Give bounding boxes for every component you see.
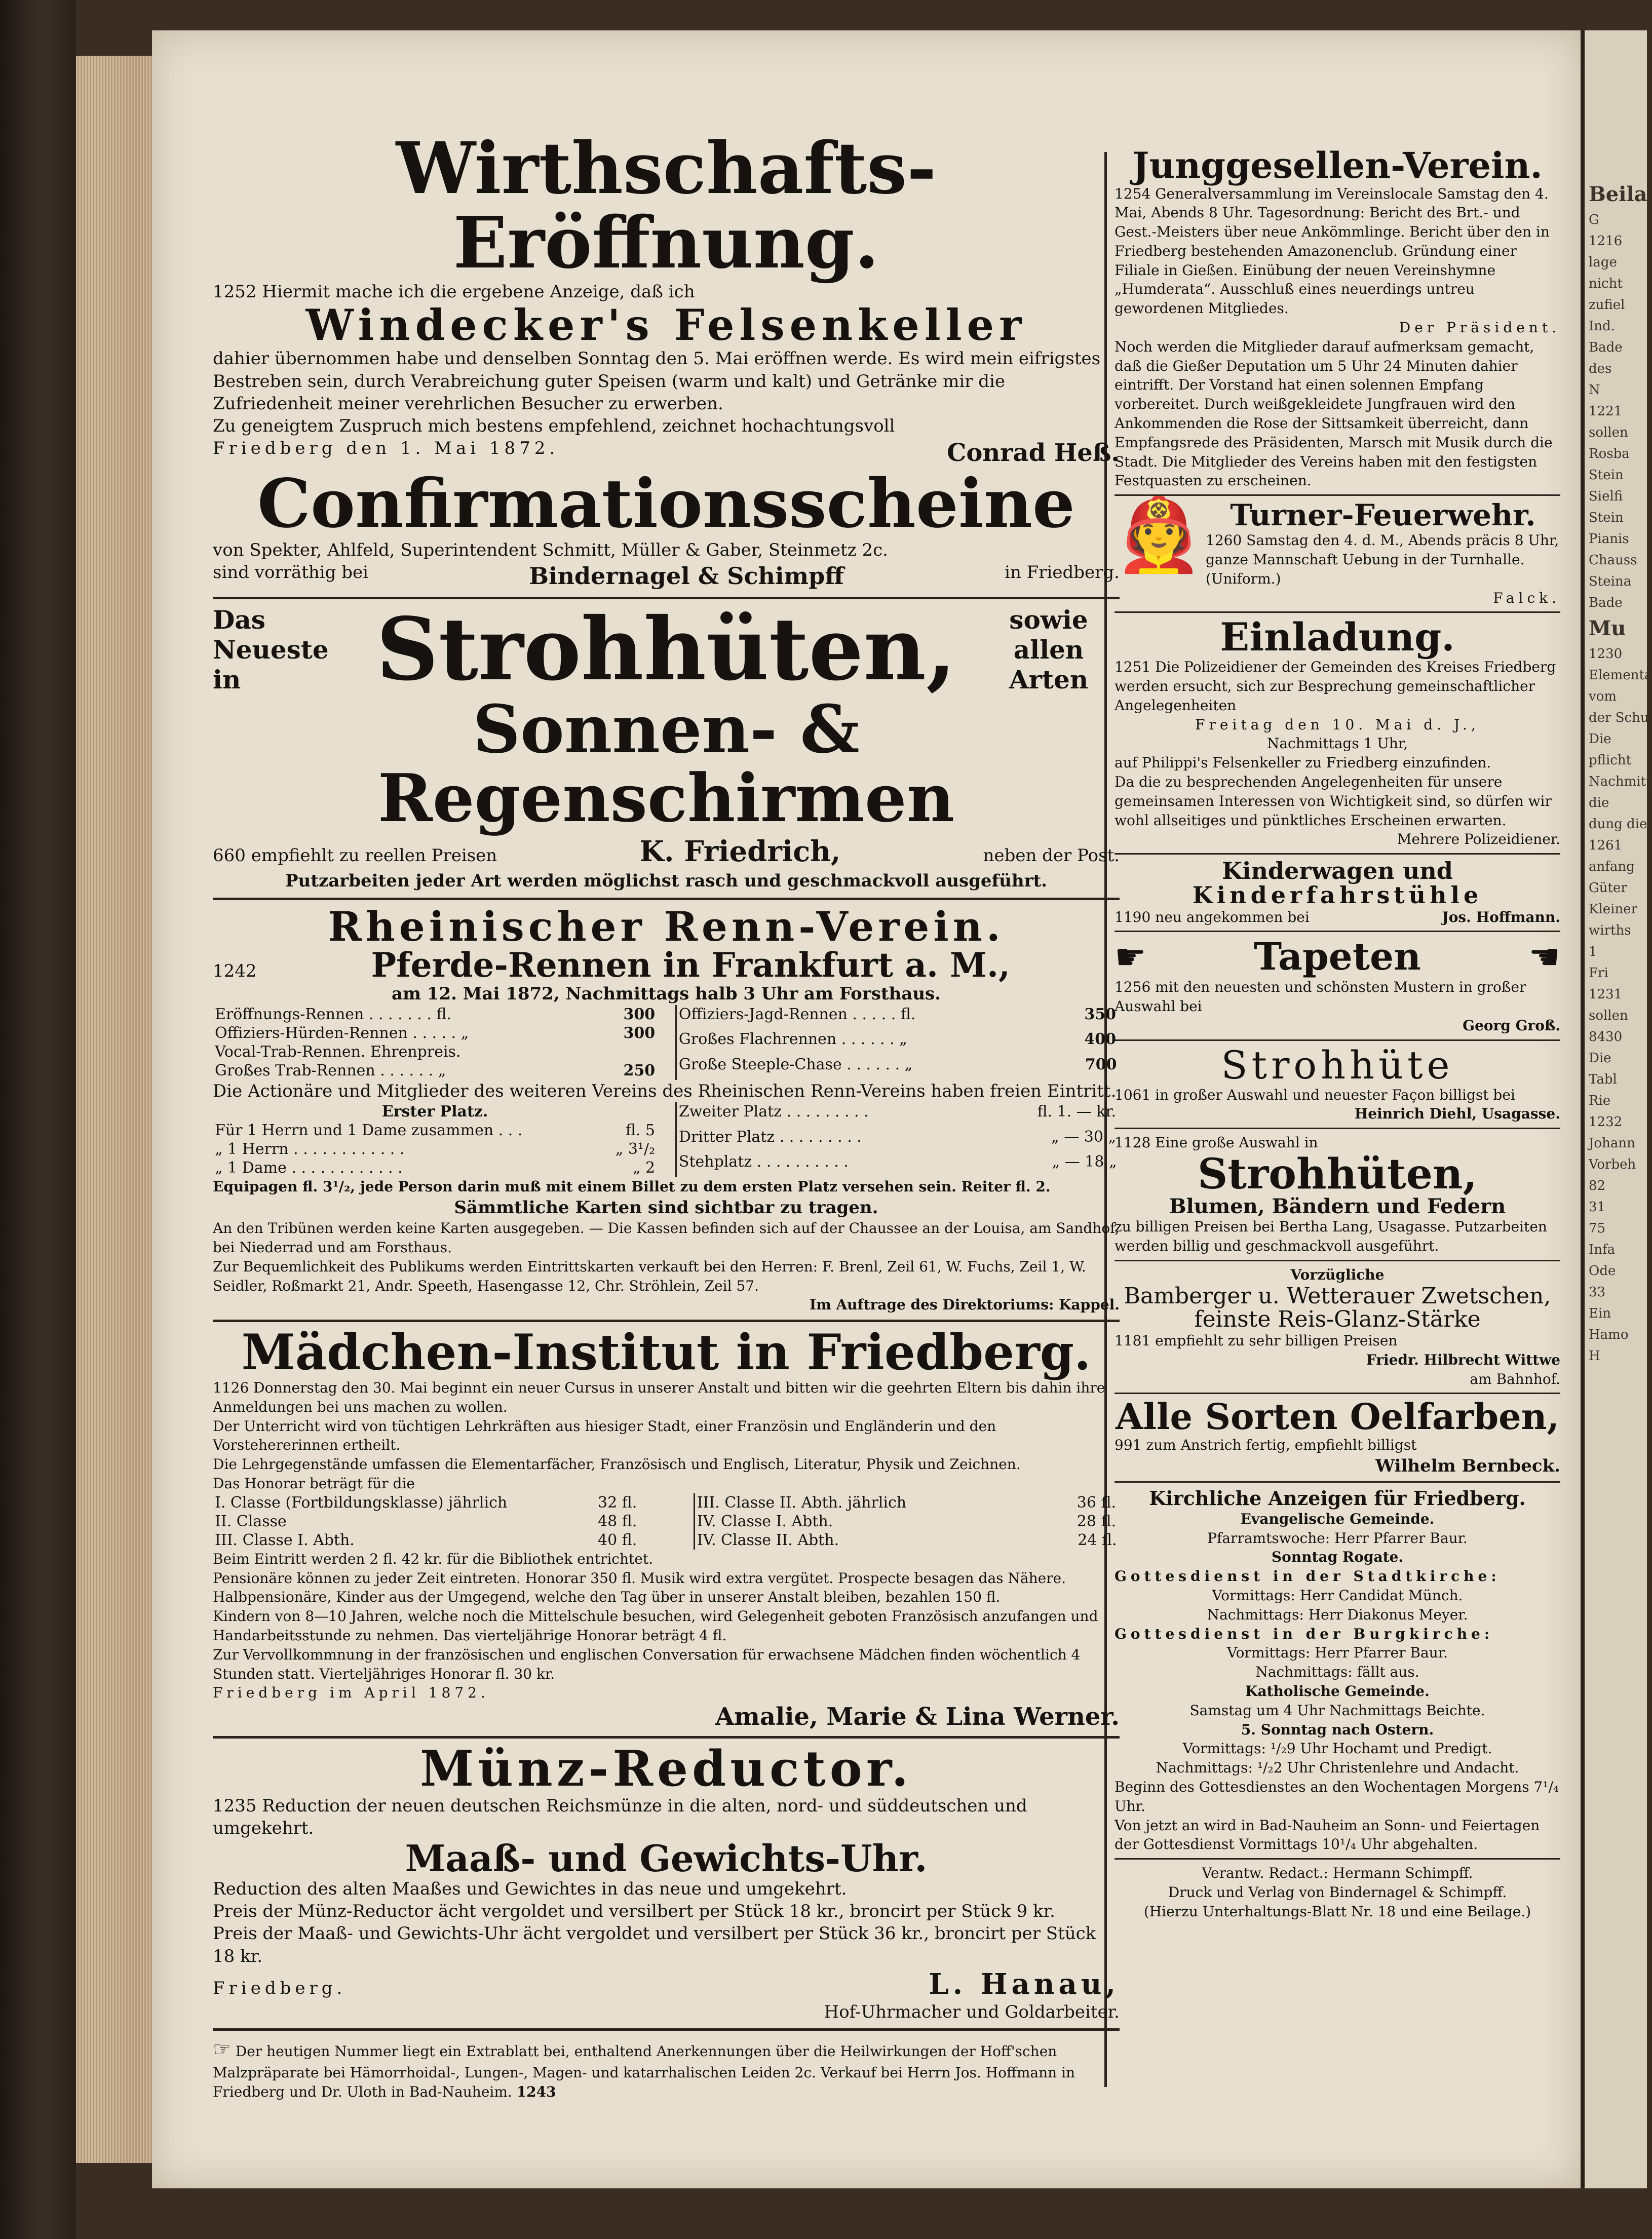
rule [1115, 931, 1560, 932]
lang-p2: zu billigen Preisen bei Bertha Lang, Usagasse. Putzarbeiten werden billig und geschmackvoll ausgeführt. [1115, 1218, 1547, 1254]
race-right-val: 700 [1085, 1055, 1117, 1073]
rennen-equip: Equipagen fl. 3¹/₂, jede Person darin muß mit einem Billet zu dem ersten Platz versehen sein. Reiter fl. 2. [213, 1178, 1051, 1195]
strip-text: lage [1589, 255, 1617, 270]
oel-ad [1115, 1398, 1560, 1477]
strip-text: Rosba [1589, 446, 1630, 461]
confirm-line2b: in Friedberg. [1005, 562, 1120, 583]
strip-text: Fri [1589, 966, 1608, 981]
confirm-line1: von Spekter, Ahlfeld, Superintendent Schmitt, Müller & Gaber, Steinmetz 2c. [213, 540, 888, 561]
price-val: „ 3¹/₂ [615, 1140, 656, 1159]
strip-text: die [1589, 795, 1609, 810]
lang-big: Strohhüten, [1197, 1150, 1478, 1199]
strip-text: vom [1589, 689, 1617, 704]
strip-text: Bade [1589, 595, 1623, 610]
wirth-closing: Zu geneigtem Zuspruch mich bestens empfehlend, zeichnet hochachtungsvoll [213, 415, 895, 436]
next-page-strip [1581, 30, 1652, 2188]
footer-left [213, 2036, 1120, 2102]
stroh-num: 660 [213, 845, 246, 866]
strip-text: zufiel [1589, 297, 1625, 313]
muenz-p2: Reduction des alten Maaßes und Gewichtes in das neue und umgekehrt. [213, 1878, 847, 1899]
strip-text: N [1589, 382, 1600, 398]
stroh-left: Das Neueste in [213, 604, 329, 694]
einladung-p2: Da die zu besprechenden Angelegenheiten für unsere gemeinsamen Interessen von Wichtigkeit sind, so dürfen wir wohl allseitiges und pünktliches Erscheinen erwarten. [1115, 773, 1552, 829]
oel-sign: Wilhelm Bernbeck. [1375, 1455, 1560, 1476]
wirth-num: 1252 [213, 282, 257, 302]
price-name: „ 1 Dame . . . . . . . . . . . . [215, 1159, 403, 1177]
tapeten-ad [1115, 936, 1560, 1035]
strip-text: Ind. [1589, 319, 1615, 334]
kirche-line: Vormittags: ¹/₂9 Uhr Hochamt und Predigt. [1182, 1740, 1492, 1757]
rule [1115, 1393, 1560, 1394]
strip-text: 1221 [1589, 404, 1623, 419]
strip-text: Beila [1589, 182, 1647, 206]
strip-text: 33 [1589, 1285, 1606, 1300]
rule [213, 2028, 1120, 2031]
jung-title: Junggesellen-Verein. [1132, 144, 1543, 186]
strohhuete-title: Strohhüte [1221, 1042, 1454, 1088]
kinder-sign: Jos. Hoffmann. [1442, 908, 1560, 925]
strip-text: Ein [1589, 1306, 1611, 1321]
zwetschen-sign2: am Bahnhof. [1470, 1370, 1560, 1387]
stroh-big2: Sonnen- & Regenschirmen [377, 690, 955, 837]
maedchen-place: Friedberg im April 1872. [213, 1684, 489, 1702]
wirth-body: dahier übernommen habe und denselben Sonntag den 5. Mai eröffnen werde. Es wird mein eifrigstes Bestreben sein, durch Verabreichung guter Speisen (warm und kalt) und Getränke mir die Zufriedenheit meiner verehrlichen Besucher zu erwerben. [213, 349, 1101, 414]
strip-text: 1232 [1589, 1114, 1623, 1130]
muenz-p1: 1235 Reduction der neuen deutschen Reichsmünze in die alten, nord- und süddeutschen und umgekehrt. [213, 1795, 1027, 1839]
einladung-ad [1115, 614, 1560, 849]
firefighter-icon: 🧑‍🚒 [1115, 494, 1203, 577]
race-right-name: Großes Flachrennen . . . . . . „ [678, 1030, 907, 1049]
strip-text: Infa [1589, 1242, 1616, 1257]
stroh-sign: K. Friedrich, [639, 834, 841, 868]
zwetschen-sign: Friedr. Hilbrecht Wittwe [1366, 1351, 1560, 1368]
fee-val: 24 fl. [1078, 1531, 1117, 1549]
kirche-line: Pfarramtswoche: Herr Pfarrer Baur. [1207, 1529, 1468, 1547]
strip-text: 1231 [1589, 987, 1623, 1002]
strip-text: 31 [1589, 1200, 1606, 1215]
price-name: Für 1 Herrn und 1 Dame zusammen . . . [215, 1122, 523, 1140]
strip-text: Kleiner [1589, 902, 1638, 917]
price-val: fl. 5 [625, 1122, 656, 1140]
rennen-auftrag: Im Auftrage des Direktoriums: Kappel. [809, 1296, 1120, 1314]
strip-text: 1216 [1589, 234, 1623, 249]
strip-text: Johann [1589, 1136, 1635, 1151]
strip-text: Ode [1589, 1263, 1616, 1279]
tapeten-p: 1256 mit den neuesten und schönsten Mustern in großer Auswahl bei [1115, 979, 1526, 1015]
stroh-ad [213, 599, 1120, 892]
strip-text: anfang [1589, 859, 1635, 874]
rule [1115, 611, 1560, 613]
price-val: „ — 30 „ [1051, 1128, 1116, 1146]
kirche-line: Vormittags: Herr Candidat Münch. [1212, 1587, 1463, 1604]
zwetschen-pre: Vorzügliche [1290, 1266, 1385, 1283]
race-left-val: 250 [623, 1062, 656, 1080]
rule [213, 1320, 1120, 1322]
maedchen-title: Mädchen-Institut in Friedberg. [241, 1324, 1091, 1381]
race-right-name: Große Steeple-Chase . . . . . . „ [678, 1055, 913, 1073]
wirth-title: Wirthschafts-Eröffnung. [396, 127, 937, 285]
races-table [213, 1005, 1120, 1080]
rule [1115, 1128, 1560, 1129]
price-name: „ 1 Herrn . . . . . . . . . . . . [215, 1140, 405, 1159]
muenz-p4: Preis der Maaß- und Gewichts-Uhr ächt vergoldet und versilbert per Stück 36 kr., broncirt per Stück 18 kr. [213, 1923, 1096, 1966]
kirche-line: Gottesdienst in der Stadtkirche: [1115, 1568, 1501, 1585]
stroh-right: sowie allen Arten [1009, 604, 1089, 694]
confirm-ad [213, 464, 1120, 592]
lang-sub: Blumen, Bändern und Federn [1169, 1194, 1506, 1219]
strip-text: 75 [1589, 1221, 1606, 1236]
fee-val: 32 fl. [598, 1493, 637, 1512]
strip-text: Nachmitt [1589, 774, 1651, 789]
wirth-ad [213, 30, 1120, 469]
stroh-big: Strohhüten, [376, 599, 956, 701]
price-head: Erster Platz. [381, 1103, 488, 1121]
confirm-title: Confirmationsscheine [257, 464, 1075, 543]
stroh-note: Putzarbeiten jeder Art werden möglichst rasch und geschmackvoll ausgeführt. [285, 871, 1048, 892]
price-val: „ — 18 „ [1052, 1152, 1117, 1171]
maedchen-p5: Beim Eintritt werden 2 fl. 42 kr. für die Bibliothek entrichtet. [213, 1550, 653, 1567]
race-right-val: 400 [1084, 1030, 1116, 1049]
rennen-note: Die Actionäre und Mitglieder des weiteren Vereins des Rheinischen Renn-Vereins haben freien Eintritt. [213, 1081, 1117, 1102]
strip-text: Die [1589, 731, 1611, 747]
strip-text: 82 [1589, 1178, 1606, 1193]
turner-title: Turner-Feuerwehr. [1230, 498, 1536, 533]
page-edges [76, 56, 152, 2163]
fee-val: 40 fl. [598, 1531, 637, 1549]
rule [1115, 1858, 1560, 1860]
fee-table [213, 1493, 1120, 1550]
fee-name: I. Classe (Fortbildungsklasse) jährlich [215, 1493, 508, 1512]
fee-val: 28 fl. [1077, 1512, 1116, 1530]
fee-name: IV. Classe I. Abth. [697, 1512, 833, 1530]
jung-sign: Der Präsident. [1399, 319, 1560, 336]
wirth-place: Friedberg den 1. Mai 1872. [213, 438, 559, 459]
kinder-l1: Kinderwagen und [1222, 857, 1453, 885]
rule [1115, 1260, 1560, 1261]
einladung-place: auf Philippi's Felsenkeller zu Friedberg einzufinden. [1115, 754, 1491, 771]
jung-p2: Noch werden die Mitglieder darauf aufmerksam gemacht, daß die Gießer Deputation um 5 Uhr 24 Minuten dahier eintrifft. Der Vorstand hat einen solennen Empfang vorbereitet. Durch weißgekleidete Jungfrauen wird den Ankommenden die Rose der Sittsamkeit überreicht, dann Empfangsrede des Präsidenten, Marsch mit Musik durch die Stadt. Die Mitglieder des Vereins haben mit den festigsten Festquasten zu erscheinen. [1115, 338, 1553, 489]
zwetschen-l2: feinste Reis-Glanz-Stärke [1194, 1306, 1481, 1332]
rennen-title: Rheinischer Renn-Verein. [328, 902, 1005, 950]
zwetschen-l1: Bamberger u. Wetterauer Zwetschen, [1124, 1283, 1551, 1309]
maedchen-p7: Kindern von 8—10 Jahren, welche noch die Mittelschule besuchen, wird Gelegenheit geboten Französisch anzufangen und Handarbeitsstunde zu nehmen. Das vierteljährige Honorar beträgt 4 fl. [213, 1608, 1098, 1644]
strip-text: pflicht [1589, 753, 1632, 768]
kirche-h2: Katholische Gemeinde. [1245, 1682, 1430, 1700]
price-val: fl. 1. — kr. [1037, 1103, 1116, 1121]
muenz-p3: Preis der Münz-Reductor ächt vergoldet und versilbert per Stück 18 kr., broncirt per Stück 9 kr. [213, 1901, 1055, 1922]
oel-p: 991 zum Anstrich fertig, empfiehlt billigst [1115, 1436, 1417, 1453]
pointing-hand-icon: ☞ [213, 2037, 231, 2061]
strip-text: 1230 [1589, 646, 1623, 662]
kirche-title: Kirchliche Anzeigen für Friedberg. [1149, 1486, 1526, 1510]
race-left-name: Eröffnungs-Rennen . . . . . . . fl. [215, 1006, 451, 1024]
rule [1115, 1481, 1560, 1483]
wirth-sign: Conrad Heß. [947, 439, 1120, 468]
strip-text: H [1589, 1348, 1600, 1364]
pointing-hand-icon: ☛ [1115, 936, 1146, 978]
pointing-hand-icon: ☚ [1528, 936, 1560, 978]
rule [1115, 853, 1560, 855]
strip-text: 1 [1589, 944, 1597, 959]
turner-sign: Falck. [1493, 589, 1560, 606]
maedchen-p3: Die Lehrgegenstände umfassen die Elementarfächer, Französisch und Englisch, Literatur, Physik und Zeichnen. [213, 1456, 1021, 1473]
fee-name: II. Classe [215, 1512, 287, 1530]
price-name: Dritter Platz . . . . . . . . . [678, 1128, 862, 1146]
imprint-l3: (Hierzu Unterhaltungs-Blatt Nr. 18 und eine Beilage.) [1143, 1903, 1531, 1920]
rennen-ad [213, 902, 1120, 1315]
imprint-l2: Druck und Verlag von Bindernagel & Schimpff. [1168, 1883, 1507, 1901]
kirche-line: Samstag um 4 Uhr Nachmittags Beichte. [1189, 1702, 1485, 1719]
kirche-line: Beginn des Gottesdienstes an den Wochentagen Morgens 7¹/₄ Uhr. [1115, 1778, 1559, 1815]
strip-text: 1261 [1589, 838, 1623, 853]
turner-p: 1260 Samstag den 4. d. M., Abends präcis 8 Uhr, ganze Mannschaft Uebung in der Turnhalle. (Uniform.) [1206, 532, 1559, 587]
strip-text: wirths [1589, 923, 1631, 938]
kirche-line: Sonntag Rogate. [1271, 1549, 1404, 1566]
rennen-t2: Zur Bequemlichkeit des Publikums werden Eintrittskarten verkauft bei den Herren: F. Brenl, Zeil 61, W. Fuchs, Zeil 1, W. Seidler, Roßmarkt 21, Andr. Speeth, Hasengasse 12, Chr. Ströhlein, Zeil 57. [213, 1258, 1086, 1294]
strip-text: sollen [1589, 1008, 1628, 1023]
price-name: Zweiter Platz . . . . . . . . . [678, 1103, 869, 1121]
strip-text: des [1589, 361, 1612, 376]
rule [213, 1736, 1120, 1739]
kirche-line: 5. Sonntag nach Ostern. [1241, 1721, 1434, 1738]
strip-text: nicht [1589, 276, 1623, 291]
wirth-name: Windecker's Felsenkeller [305, 300, 1027, 351]
strip-text: 8430 [1589, 1029, 1623, 1045]
strip-text: sollen [1589, 425, 1628, 440]
fee-name: III. Classe II. Abth. jährlich [697, 1493, 907, 1512]
jung-p1: 1254 Generalversammlung im Vereinslocale Samstag den 4. Mai, Abends 8 Uhr. Tagesordnung: Bericht des Brt.- und Gest.-Meisters über neue Ankömmlinge. Bericht über den in Friedberg bestehenden Amazonenclub. Gründung einer Filiale in Gießen. Einübung der neuen Vereinshymne „Humderata“. Ausschluß eines neuerdings untreu gewordenen Mitgliedes. [1115, 185, 1550, 317]
maedchen-sign: Amalie, Marie & Lina Werner. [715, 1703, 1120, 1731]
maedchen-p1: 1126 Donnerstag den 30. Mai beginnt ein neuer Cursus in unserer Anstalt und bitten wir die geehrten Eltern bis dahin ihre Anmeldungen bei uns machen zu wollen. [213, 1379, 1105, 1415]
oel-title: Alle Sorten Oelfarben, [1116, 1396, 1559, 1438]
strip-text: Elementa [1589, 668, 1652, 683]
lang-ad [1115, 1133, 1560, 1255]
kinder-l2: Kinderfahrstühle [1192, 881, 1483, 909]
muenz-ad [213, 1740, 1120, 2023]
strohhuete-sign: Heinrich Diehl, Usagasse. [1354, 1105, 1560, 1123]
strip-text: Mu [1589, 616, 1626, 640]
strip-text: Stein [1589, 510, 1624, 525]
maedchen-p4: Das Honorar beträgt für die [213, 1475, 415, 1492]
price-name: Stehplatz . . . . . . . . . . [678, 1152, 849, 1171]
newspaper-page [152, 30, 1581, 2188]
confirm-firm: Bindernagel & Schimpff [529, 562, 844, 590]
right-column [1115, 30, 1560, 1921]
strip-text: G [1589, 212, 1599, 227]
kirche-line: Von jetzt an wird in Bad-Nauheim an Sonn- und Feiertagen der Gottesdienst Vormittags 10¹/₄ Uhr abgehalten. [1115, 1817, 1540, 1853]
muenz-sign: L. Hanau, [929, 1967, 1120, 2001]
fee-val: 36 fl. [1077, 1493, 1116, 1512]
imprint-l1: Verantw. Redact.: Hermann Schimpff. [1202, 1865, 1473, 1882]
confirm-line2a: sind vorräthig bei [213, 562, 369, 583]
rennen-karten: Sämmtliche Karten sind sichtbar zu tragen. [454, 1198, 878, 1218]
footer-num: 1243 [516, 2083, 556, 2100]
strip-text: der Schu [1589, 710, 1649, 725]
zwetschen-ad [1115, 1265, 1560, 1389]
strohhuete-ad [1115, 1042, 1560, 1124]
einladung-time: Nachmittags 1 Uhr, [1266, 735, 1408, 752]
strip-text: Stein [1589, 468, 1624, 483]
strip-text: Sielfi [1589, 489, 1623, 504]
strip-text: Güter [1589, 880, 1627, 896]
maedchen-p6: Pensionäre können zu jeder Zeit eintreten. Honorar 350 fl. Musik wird extra vergütet. Prospecte besagen das Nähere. Halbpensionäre, Kinder aus der Umgegend, welche den Tag über in unserer Anstalt bleiben, bezahlen 150 fl. [213, 1569, 1066, 1606]
turner-ad [1115, 494, 1560, 607]
kirche-line: Nachmittags: ¹/₂2 Uhr Christenlehre und Andacht. [1156, 1759, 1519, 1777]
rennen-num: 1242 [213, 960, 257, 981]
kinder-ad [1115, 859, 1560, 927]
kinder-text: neu angekommen bei [1155, 908, 1310, 925]
book-binding [0, 0, 76, 2239]
wirth-intro: Hiermit mache ich die ergebene Anzeige, daß ich [262, 282, 695, 302]
kirche-line: Nachmittags: Herr Diakonus Meyer. [1207, 1606, 1468, 1623]
kinder-num: 1190 [1115, 908, 1151, 925]
price-table [213, 1102, 1120, 1177]
race-right-val: 350 [1084, 1006, 1116, 1024]
lang-p1: 1128 Eine große Auswahl in [1115, 1134, 1318, 1151]
muenz-sub: Maaß- und Gewichts-Uhr. [405, 1837, 928, 1880]
muenz-title: Münz-Reductor. [419, 1740, 912, 1798]
einladung-sign: Mehrere Polizeidiener. [1397, 831, 1560, 848]
race-left-name: Offiziers-Hürden-Rennen . . . . . „ [215, 1024, 469, 1043]
rennen-date: am 12. Mai 1872, Nachmittags halb 3 Uhr am Forsthaus. [391, 983, 941, 1004]
footer-l1: Der heutigen Nummer liegt ein Extrablatt bei, enthaltend Anerkennungen über die Heilwirkungen der Hoff'schen Malzpräparate bei Hämorrhoidal-, Lungen-, Magen- und katarrhalischen Leiden 2c. Verkauf bei Herrn Jos. Hoffmann in Friedberg und Dr. Uloth in Bad-Nauheim. [213, 2042, 1075, 2100]
strip-text: Steina [1589, 574, 1632, 589]
kirche-line: Nachmittags: fällt aus. [1255, 1664, 1419, 1681]
jung-ad [1115, 30, 1560, 490]
kirche-ad [1115, 1487, 1560, 1854]
rennen-sub: Pferde-Rennen in Frankfurt a. M., [371, 945, 1010, 985]
stroh-text: empfiehlt zu reellen Preisen [251, 845, 497, 866]
strip-text: Bade [1589, 340, 1623, 355]
zwetschen-p: 1181 empfiehlt zu sehr billigen Preisen [1115, 1332, 1398, 1349]
maedchen-ad [213, 1324, 1120, 1731]
left-column [213, 30, 1120, 2101]
rule [1115, 1039, 1560, 1041]
kirche-line: Gottesdienst in der Burgkirche: [1115, 1625, 1494, 1642]
muenz-sign2: Hof-Uhrmacher und Goldarbeiter. [824, 2001, 1120, 2022]
strip-text: Rie [1589, 1093, 1611, 1108]
strip-text: Die [1589, 1051, 1611, 1066]
muenz-place: Friedberg. [213, 1978, 347, 1998]
strohhuete-p: 1061 in großer Auswahl und neuester Façon billigst bei [1115, 1086, 1515, 1103]
strip-text: Chauss [1589, 553, 1637, 568]
race-left-val: 300 [623, 1024, 656, 1043]
race-left-name: Großes Trab-Rennen . . . . . . „ [215, 1062, 446, 1080]
maedchen-p8: Zur Vervollkommnung in der französischen und englischen Conversation für erwachsene Mädchen finden wöchentlich 4 Stunden statt. Vierteljähriges Honorar fl. 30 kr. [213, 1646, 1081, 1682]
fee-name: III. Classe I. Abth. [215, 1531, 355, 1549]
imprint [1115, 1864, 1560, 1921]
rule [213, 898, 1120, 900]
strip-text: Tabl [1589, 1072, 1617, 1087]
strip-text: dung die [1589, 817, 1647, 832]
race-right-name: Offiziers-Jagd-Rennen . . . . . fl. [678, 1006, 916, 1024]
einladung-title: Einladung. [1220, 614, 1455, 660]
price-val: „ 2 [632, 1159, 656, 1177]
einladung-p1: 1251 Die Polizeidiener der Gemeinden des Kreises Friedberg werden ersucht, sich zur Besprechung gemeinschaftlicher Angelegenheiten [1115, 659, 1556, 714]
stroh-near: neben der Post. [983, 845, 1120, 866]
fee-name: IV. Classe II. Abth. [697, 1531, 839, 1549]
strip-text: Vorbeh [1589, 1157, 1636, 1172]
strip-text: Hamo [1589, 1327, 1629, 1342]
tapeten-sign: Georg Groß. [1463, 1017, 1560, 1034]
kirche-line: Vormittags: Herr Pfarrer Baur. [1227, 1644, 1448, 1662]
race-left-val: 300 [623, 1006, 656, 1024]
tapeten-title: Tapeten [1254, 935, 1421, 979]
strip-text: Pianis [1589, 531, 1629, 547]
kirche-h1: Evangelische Gemeinde. [1240, 1510, 1435, 1527]
maedchen-p2: Der Unterricht wird von tüchtigen Lehrkräften aus hiesiger Stadt, einer Französin und Engländerin und den Vorstehererinnen ertheilt. [213, 1417, 996, 1454]
race-left-val [603, 1043, 657, 1061]
race-left-name: Vocal-Trab-Rennen. Ehrenpreis. [215, 1043, 461, 1061]
einladung-date: Freitag den 10. Mai d. J., [1195, 716, 1480, 733]
rennen-t1: An den Tribünen werden keine Karten ausgegeben. — Die Kassen befinden sich auf der Chaussee an der Louisa, am Sandhof, bei Niederrad und am Forsthaus. [213, 1220, 1120, 1256]
fee-val: 48 fl. [598, 1512, 637, 1530]
